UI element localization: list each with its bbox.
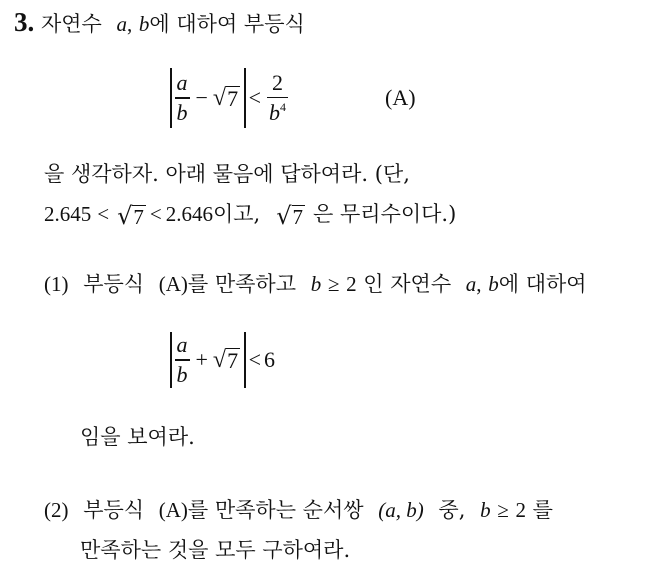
problem-header	[14, 8, 305, 38]
less-than: <	[248, 347, 262, 372]
q1-text-4: 에 대하여	[498, 272, 587, 296]
problem-number: 3.	[14, 7, 35, 37]
question-2-line-2: 만족하는 것을 모두 구하여라.	[80, 538, 351, 562]
frac-numerator: a	[176, 70, 188, 96]
q1-var-b2: b	[488, 272, 499, 296]
q2-var-b: b	[480, 498, 491, 522]
rhs-denominator: b	[269, 100, 281, 126]
q2-ref: (A)	[158, 498, 188, 522]
sqrt-seven-inline-2: √ 7	[276, 202, 304, 230]
sqrt-seven-inline-1: √ 7	[117, 202, 144, 230]
intro-text-2: 에 대하여 부등식	[149, 12, 305, 36]
q1-var-a: a	[465, 272, 477, 296]
radical-symbol: √	[212, 85, 227, 112]
abs-bar-left	[170, 332, 172, 388]
fraction-two-over-b4	[267, 69, 288, 126]
q2-two: 2	[515, 498, 526, 522]
plus-sign: +	[195, 347, 208, 372]
q1-inequality	[170, 330, 275, 390]
q2-pair: (a, b)	[378, 498, 424, 522]
paragraph-line-2	[44, 200, 456, 228]
var-a: a	[116, 12, 127, 36]
intro-text-1: 자연수	[40, 12, 102, 36]
less-than-1: <	[97, 202, 110, 226]
paragraph-text-2: 은 무리수이다.)	[313, 202, 457, 226]
minus-sign: −	[195, 85, 208, 110]
radicand: 7	[227, 85, 239, 111]
comma: ,	[126, 12, 133, 36]
abs-bar-right	[244, 68, 246, 128]
q2-geq: ≥	[497, 498, 509, 522]
q1-label: (1)	[44, 272, 69, 296]
var-b: b	[138, 12, 150, 36]
rhs-numerator: 2	[272, 69, 284, 95]
inequality-a	[170, 66, 291, 130]
paragraph-line-1: 을 생각하자. 아래 물음에 답하여라. (단,	[44, 162, 410, 186]
q2-text-3: 중,	[438, 498, 466, 522]
rhs-exponent: 4	[280, 100, 287, 115]
q2-text-4: 를	[532, 498, 553, 522]
q2-text-2: 를 만족하는 순서쌍	[187, 498, 364, 522]
fraction-a-over-b	[175, 72, 190, 123]
q2-text-1: 부등식	[83, 498, 145, 522]
q1-var-b: b	[310, 272, 322, 296]
q1-text-3: 인 자연수	[363, 272, 452, 296]
paragraph-text-1: 이고,	[212, 202, 261, 226]
q1-text-2: 를 만족하고	[187, 272, 296, 296]
question-1-line: (1) 부등식 (A)를 만족하고 b ≥ 2 인 자연수 a, b에 대하여	[44, 272, 587, 296]
abs-bar-left	[170, 68, 172, 128]
q2-label: (2)	[44, 498, 69, 522]
q1-text-1: 부등식	[83, 272, 145, 296]
q1-ref: (A)	[158, 272, 188, 296]
q1-rhs: 6	[264, 347, 276, 372]
question-2-line-1	[44, 496, 553, 524]
abs-bar-right	[244, 332, 246, 388]
frac-denominator: b	[176, 99, 188, 125]
q1-sqrt-seven: √ 7	[212, 347, 239, 374]
less-than: <	[248, 85, 262, 110]
q1-fraction: $\frac{a}{b}$	[176, 332, 188, 387]
bound-high: 2.646	[165, 202, 213, 226]
q1-two: 2	[346, 272, 357, 296]
q1-geq: ≥	[327, 272, 340, 296]
sqrt-seven	[213, 86, 240, 110]
bound-low: 2.645	[44, 202, 92, 226]
q1-conclusion: 임을 보여라.	[80, 425, 195, 449]
less-than-2: <	[149, 202, 162, 226]
inequality-label: (A)	[385, 85, 416, 110]
